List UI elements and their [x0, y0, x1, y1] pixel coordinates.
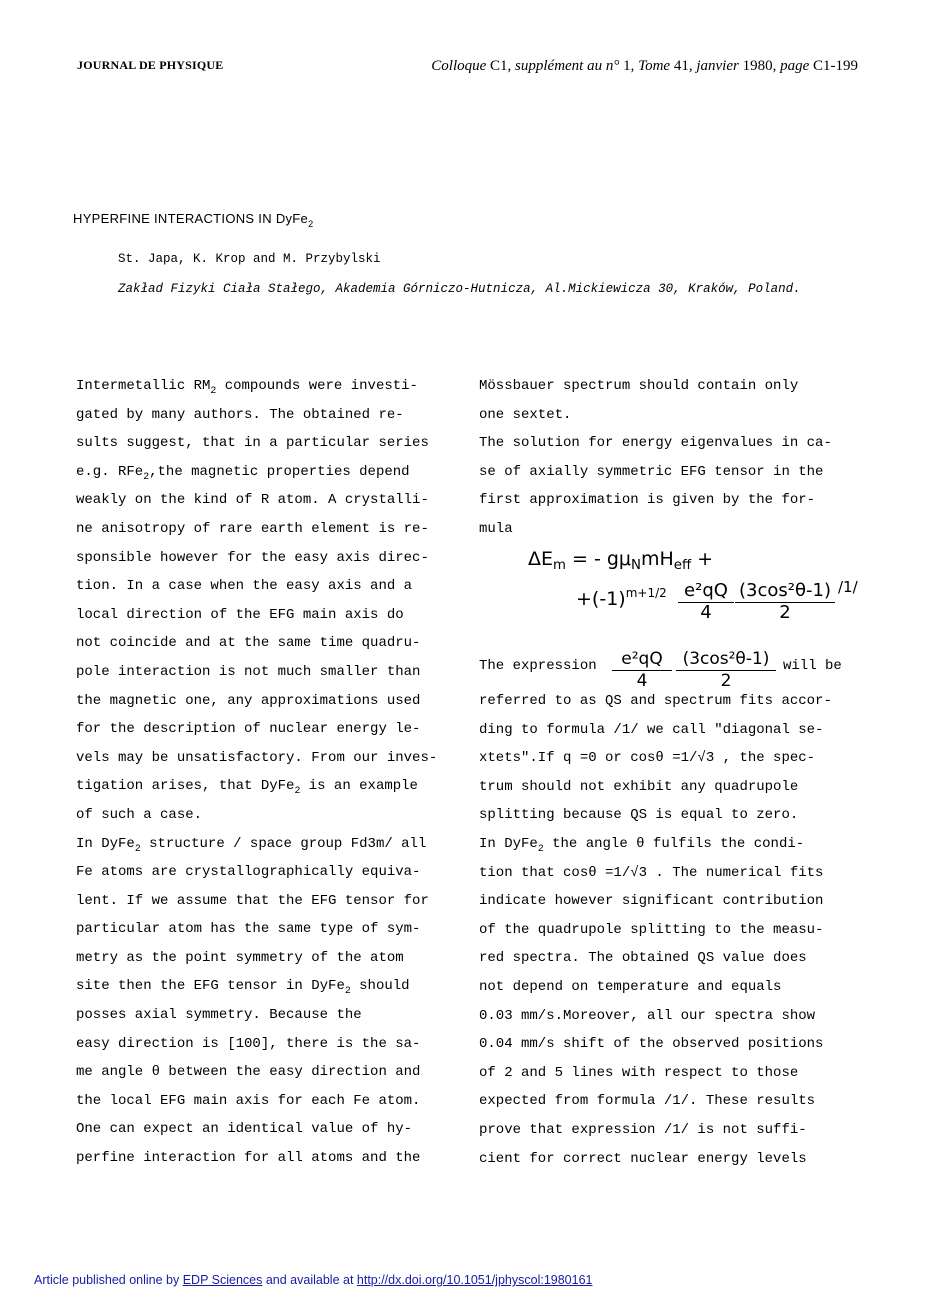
text-line: [479, 916, 869, 945]
line-text: pole interaction is not much smaller than: [76, 663, 421, 680]
line-text: is an example: [300, 778, 418, 795]
line-text: indicate however significant contribution: [479, 893, 824, 910]
text-line: [76, 744, 461, 773]
subscript: 2: [143, 470, 150, 482]
line-text: cient for correct nuclear energy levels: [479, 1150, 807, 1167]
text-line: [76, 372, 461, 401]
text-line: [76, 486, 461, 515]
line-text: 0.03 mm/s.Moreover, all our spectra show: [479, 1007, 816, 1024]
expression-tail: will be: [783, 658, 842, 674]
citation-part: Colloque: [431, 58, 487, 74]
text-line: [479, 1030, 869, 1059]
line-text: sults suggest, that in a particular series: [76, 435, 429, 452]
citation-part: C1,: [486, 58, 516, 74]
formula-plus: +: [691, 548, 714, 570]
right-column-top: [479, 372, 869, 544]
expression-fraction-left: [612, 648, 672, 691]
line-text: of 2 and 5 lines with respect to those: [479, 1064, 799, 1081]
formula-sub-n: N: [631, 558, 641, 573]
line-text: first approximation is given by the for-: [479, 492, 816, 509]
subscript: 2: [210, 385, 217, 396]
text-line: [479, 1087, 869, 1116]
text-line: [479, 515, 869, 544]
line-text: the local EFG main axis for each Fe atom.: [76, 1092, 421, 1109]
line-text: In DyFe: [479, 835, 538, 852]
line-text: metry as the point symmetry of the atom: [76, 949, 404, 966]
expression-numerator: e²qQ: [612, 648, 672, 671]
line-text: tigation arises, that DyFe: [76, 778, 295, 795]
line-text: vels may be unsatisfactory. From our inves-: [76, 749, 438, 766]
text-line: [479, 1116, 869, 1145]
text-line: [479, 687, 869, 716]
line-text: of such a case.: [76, 806, 203, 823]
line-text: one sextet.: [479, 406, 572, 423]
text-line: [479, 486, 869, 515]
footer-link-publisher[interactable]: EDP Sciences: [182, 1273, 263, 1287]
citation-part: C1-199: [809, 58, 858, 74]
paper-affiliation: Zakład Fizyki Ciała Stałego, Akademia Górniczo-Hutnicza, Al.Mickiewicza 30, Kraków, Poland.: [118, 282, 801, 296]
line-text: mula: [479, 520, 513, 537]
text-line: [76, 972, 461, 1001]
text-line: [76, 858, 461, 887]
text-line: [479, 887, 869, 916]
line-text: easy direction is [100], there is the sa-: [76, 1035, 421, 1052]
text-line: [76, 544, 461, 573]
formula-sign-factor: +(-1): [576, 588, 626, 610]
line-text: One can expect an identical value of hy-: [76, 1121, 413, 1138]
citation-part: 1,: [619, 58, 639, 74]
title-subscript: 2: [308, 219, 314, 229]
formula-sub-m: m: [553, 558, 566, 573]
text-line: [76, 1058, 461, 1087]
footer-prefix: Article published online by: [34, 1273, 183, 1287]
formula-delta-e: ΔE: [528, 548, 554, 570]
line-text: the magnetic one, any approximations used: [76, 692, 421, 709]
text-line: [479, 1145, 869, 1174]
line-text: me angle θ between the easy direction and: [76, 1064, 421, 1081]
footer-note: [34, 1273, 592, 1287]
text-line: [479, 859, 869, 888]
line-text: se of axially symmetric EFG tensor in the: [479, 463, 824, 480]
citation-part: janvier: [696, 58, 739, 74]
text-line: [76, 1087, 461, 1116]
text-line: [76, 658, 461, 687]
text-line: [76, 515, 461, 544]
line-text: posses axial symmetry. Because the: [76, 1007, 362, 1024]
line-text: weakly on the kind of R atom. A crystalli-: [76, 492, 429, 509]
line-text: the angle θ fulfils the condi-: [543, 835, 805, 852]
line-text: In DyFe: [76, 835, 135, 852]
line-text: xtets".If q =0 or cosθ =1/√3 , the spec-: [479, 750, 816, 767]
text-line: [76, 601, 461, 630]
paper-title: [73, 211, 314, 229]
text-line: [479, 744, 869, 773]
line-text: perfine interaction for all atoms and the: [76, 1150, 421, 1167]
line-text: particular atom has the same type of sym-: [76, 921, 421, 938]
line-text: not coincide and at the same time quadru-: [76, 635, 421, 652]
formula-part: mH: [640, 548, 674, 570]
expression-denominator: 4: [636, 671, 648, 691]
journal-name: JOURNAL DE PHYSIQUE: [77, 58, 224, 72]
text-line: [76, 687, 461, 716]
formula-numerator: e²qQ: [678, 580, 734, 603]
formula-numerator: (3cos²θ-1): [735, 580, 835, 603]
citation-part: supplément au n°: [515, 58, 620, 74]
line-text: Fe atoms are crystallographically equiva-: [76, 864, 421, 881]
citation-part: 41,: [670, 58, 697, 74]
text-line: [479, 716, 869, 745]
text-line: [479, 458, 869, 487]
line-text: prove that expression /1/ is not suffi-: [479, 1121, 807, 1138]
text-line: [76, 1001, 461, 1030]
line-text: tion that cosθ =1/√3 . The numerical fits: [479, 864, 824, 881]
subscript: 2: [537, 842, 544, 854]
formula-sub-eff: eff: [673, 558, 692, 573]
text-line: [76, 887, 461, 916]
text-line: [76, 915, 461, 944]
left-column: [76, 372, 461, 1173]
line-text: gated by many authors. The obtained re-: [76, 406, 404, 423]
text-line: [76, 801, 461, 830]
text-line: [479, 429, 869, 458]
right-column-bottom: [479, 687, 869, 1173]
subscript: 2: [294, 785, 301, 797]
line-text: tion. In a case when the easy axis and a: [76, 578, 413, 595]
line-text: not depend on temperature and equals: [479, 978, 782, 995]
expression-denominator: 2: [720, 671, 732, 691]
text-line: [479, 773, 869, 802]
text-line: [76, 944, 461, 973]
subscript: 2: [134, 842, 141, 854]
text-line: [76, 1144, 461, 1173]
text-line: [479, 830, 869, 859]
expression-numerator: (3cos²θ-1): [676, 648, 776, 671]
line-text: structure / space group Fd3m/ all: [140, 835, 427, 852]
text-line: [479, 1002, 869, 1031]
formula-denominator: 2: [779, 602, 791, 623]
text-line: [76, 1030, 461, 1059]
text-line: [76, 1115, 461, 1144]
text-line: [479, 1059, 869, 1088]
line-text: Mössbauer spectrum should contain only: [479, 378, 799, 394]
formula-part: = - gμ: [565, 548, 632, 570]
text-line: [479, 372, 869, 401]
line-text: trum should not exhibit any quadrupole: [479, 778, 799, 795]
line-text: e.g. RFe: [76, 463, 144, 480]
footer-middle: and available at: [262, 1273, 357, 1287]
line-text: lent. If we assume that the EFG tensor for: [76, 892, 429, 909]
line-text: expected from formula /1/. These results: [479, 1093, 816, 1110]
line-text: ding to formula /1/ we call "diagonal se-: [479, 721, 824, 738]
line-text: of the quadrupole splitting to the measu-: [479, 921, 824, 938]
paper-authors: St. Japa, K. Krop and M. Przybylski: [118, 252, 381, 266]
formula-fraction-right: [735, 580, 835, 623]
expression-fraction-right: [676, 648, 776, 691]
text-line: [76, 715, 461, 744]
line-text: compounds were investi-: [216, 378, 418, 394]
formula-exponent: m+1/2: [625, 586, 667, 600]
citation-part: Tome: [638, 58, 671, 74]
line-text: for the description of nuclear energy le-: [76, 721, 421, 738]
formula-label: /1/: [838, 578, 858, 596]
line-text: ne anisotropy of rare earth element is re-: [76, 520, 429, 537]
line-text: local direction of the EFG main axis do: [76, 606, 404, 623]
text-line: [479, 801, 869, 830]
citation-line: [431, 58, 858, 75]
line-text: Intermetallic RM: [76, 378, 211, 394]
footer-link-doi[interactable]: http://dx.doi.org/10.1051/jphyscol:1980161: [356, 1273, 593, 1287]
text-line: [479, 401, 869, 430]
line-text: red spectra. The obtained QS value does: [479, 950, 807, 967]
text-line: [76, 830, 461, 859]
title-text: HYPERFINE INTERACTIONS IN DyFe: [73, 211, 309, 226]
formula-fraction-left: [678, 580, 734, 623]
citation-part: 1980,: [738, 58, 781, 74]
expression-label: The expression: [479, 658, 597, 674]
subscript: 2: [344, 985, 351, 997]
line-text: splitting because QS is equal to zero.: [479, 807, 799, 824]
line-text: ,the magnetic properties depend: [149, 463, 410, 480]
line-text: The solution for energy eigenvalues in ca-: [479, 435, 832, 452]
text-line: [479, 944, 869, 973]
text-line: [76, 429, 461, 458]
line-text: sponsible however for the easy axis direc-: [76, 549, 429, 566]
line-text: site then the EFG tensor in DyFe: [76, 978, 345, 995]
text-line: [76, 401, 461, 430]
text-line: [479, 973, 869, 1002]
formula-denominator: 4: [700, 602, 712, 623]
line-text: 0.04 mm/s shift of the observed positions: [479, 1036, 824, 1053]
text-line: [76, 772, 461, 801]
text-line: [76, 629, 461, 658]
text-line: [76, 572, 461, 601]
line-text: should: [350, 978, 410, 995]
line-text: referred to as QS and spectrum fits accor-: [479, 693, 832, 709]
formula-1: [520, 548, 860, 628]
text-line: [76, 458, 461, 487]
citation-part: page: [780, 58, 810, 74]
